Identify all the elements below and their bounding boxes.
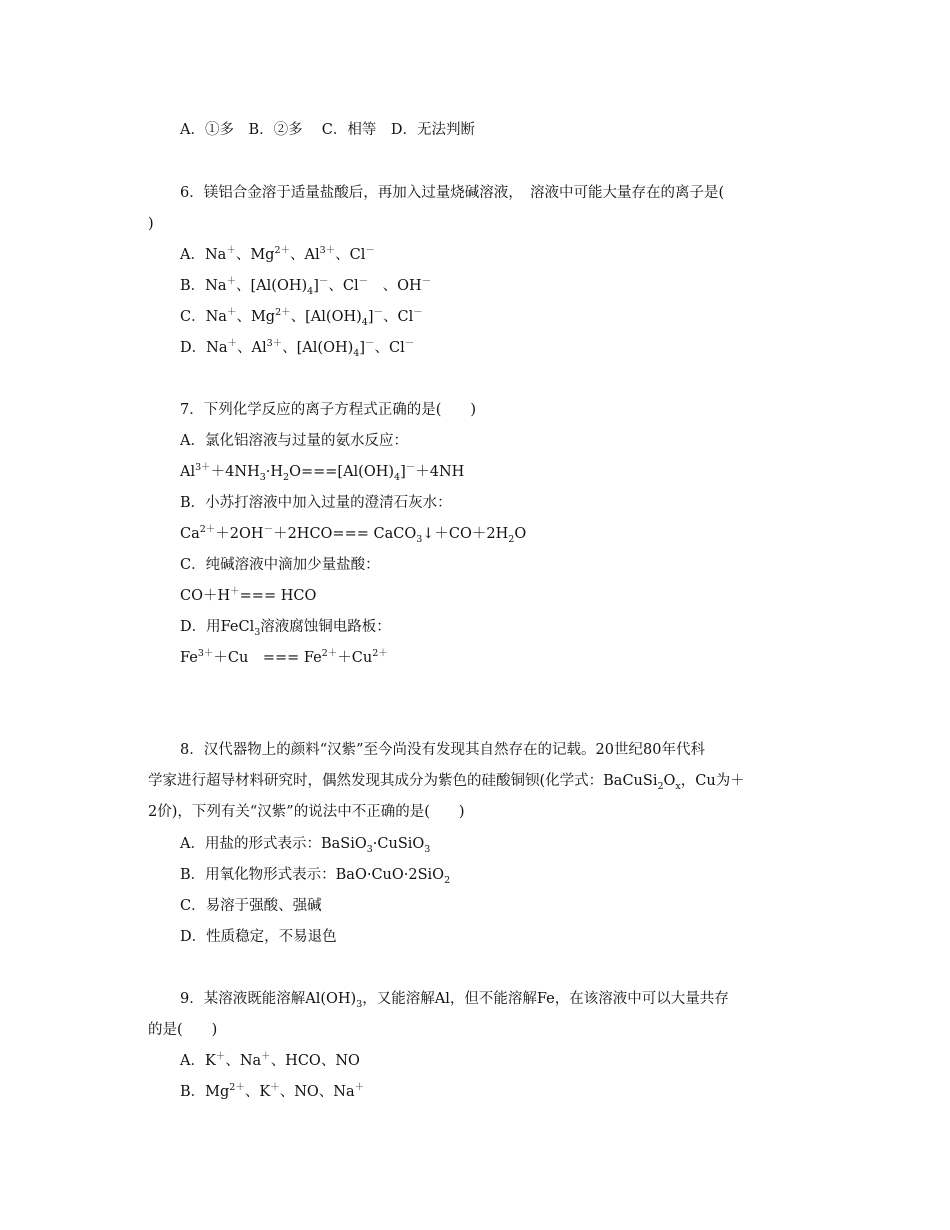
q6-option-b: B．Na＋、$[Al(OH)_4]^-$、Cl－ 、OH－: [180, 276, 432, 297]
q9-stem-line2: 的是( ): [148, 1022, 218, 1038]
q7-option-b-equation: $Ca^{2+}+2OH^-+2HCO===$ $CaCO_3↓+CO+2H_2O$: [180, 524, 527, 545]
q9-option-a: A．K＋、Na＋、HCO、NO: [180, 1051, 360, 1069]
q8-stem-line2: 学家进行超导材料研究时，偶然发现其成分为紫色的硅酸铜钡(化学式：$BaCuSi_2O_x$，Cu为＋: [148, 773, 745, 792]
q8-option-b: B．用氧化物形式表示：BaO·CuO·2SiO$_2$: [180, 867, 451, 886]
q6-stem-line1: 6．镁铝合金溶于适量盐酸后，再加入过量烧碱溶液， 溶液中可能大量存在的离子是(: [180, 185, 725, 201]
q7-option-c-equation: CO＋H＋=== HCO: [180, 586, 317, 604]
q7-option-b-text: B．小苏打溶液中加入过量的澄清石灰水：: [180, 495, 452, 511]
q8-option-c: C．易溶于强酸、强碱: [180, 898, 322, 914]
q6-stem-line2: ): [148, 216, 154, 232]
q7-option-d-equation: $Fe^{3+}+Cu$ === $Fe^{2+}+Cu^{2+}$: [180, 648, 388, 666]
q5-options: A．①多 B．②多 C．相等 D．无法判断: [180, 122, 475, 138]
q7-stem: 7．下列化学反应的离子方程式正确的是( ): [180, 402, 477, 418]
q7-option-d-text: D．用FeCl$_3$溶液腐蚀铜电路板：: [180, 619, 391, 638]
q6-option-a: A．Na＋、$Mg^{2+}$、$Al^{3+}$、Cl－: [180, 245, 375, 263]
q8-option-d: D．性质稳定，不易退色: [180, 929, 337, 945]
q9-option-b: B．$Mg^{2+}$、K＋、NO、Na＋: [180, 1082, 365, 1100]
q7-option-a-text: A．氯化铝溶液与过量的氨水反应：: [180, 433, 408, 449]
q7-option-a-equation: $Al^{3+}+4NH_3\cdot H_2O===[Al(OH)_4]^-+4NH$: [180, 462, 465, 483]
q8-stem-line3: 2价)，下列有关“汉紫”的说法中不正确的是( ): [148, 804, 465, 820]
q9-stem-line1: 9．某溶液既能溶解$Al(OH)_3$，又能溶解Al，但不能溶解Fe，在该溶液中可以大量共存: [180, 991, 729, 1010]
q8-option-a: A．用盐的形式表示：BaSiO$_3$·CuSiO$_3$: [180, 836, 431, 855]
q8-stem-line1: 8．汉代器物上的颜料“汉紫”至今尚没有发现其自然存在的记载。20世纪80年代科: [180, 742, 705, 758]
q6-option-c: C．Na＋、$Mg^{2+}$、$[Al(OH)_4]^-$、Cl－: [180, 307, 423, 328]
q6-option-d: D．Na＋、$Al^{3+}$、$[Al(OH)_4]^-$、Cl－: [180, 338, 415, 359]
q7-option-c-text: C．纯碱溶液中滴加少量盐酸：: [180, 557, 380, 573]
